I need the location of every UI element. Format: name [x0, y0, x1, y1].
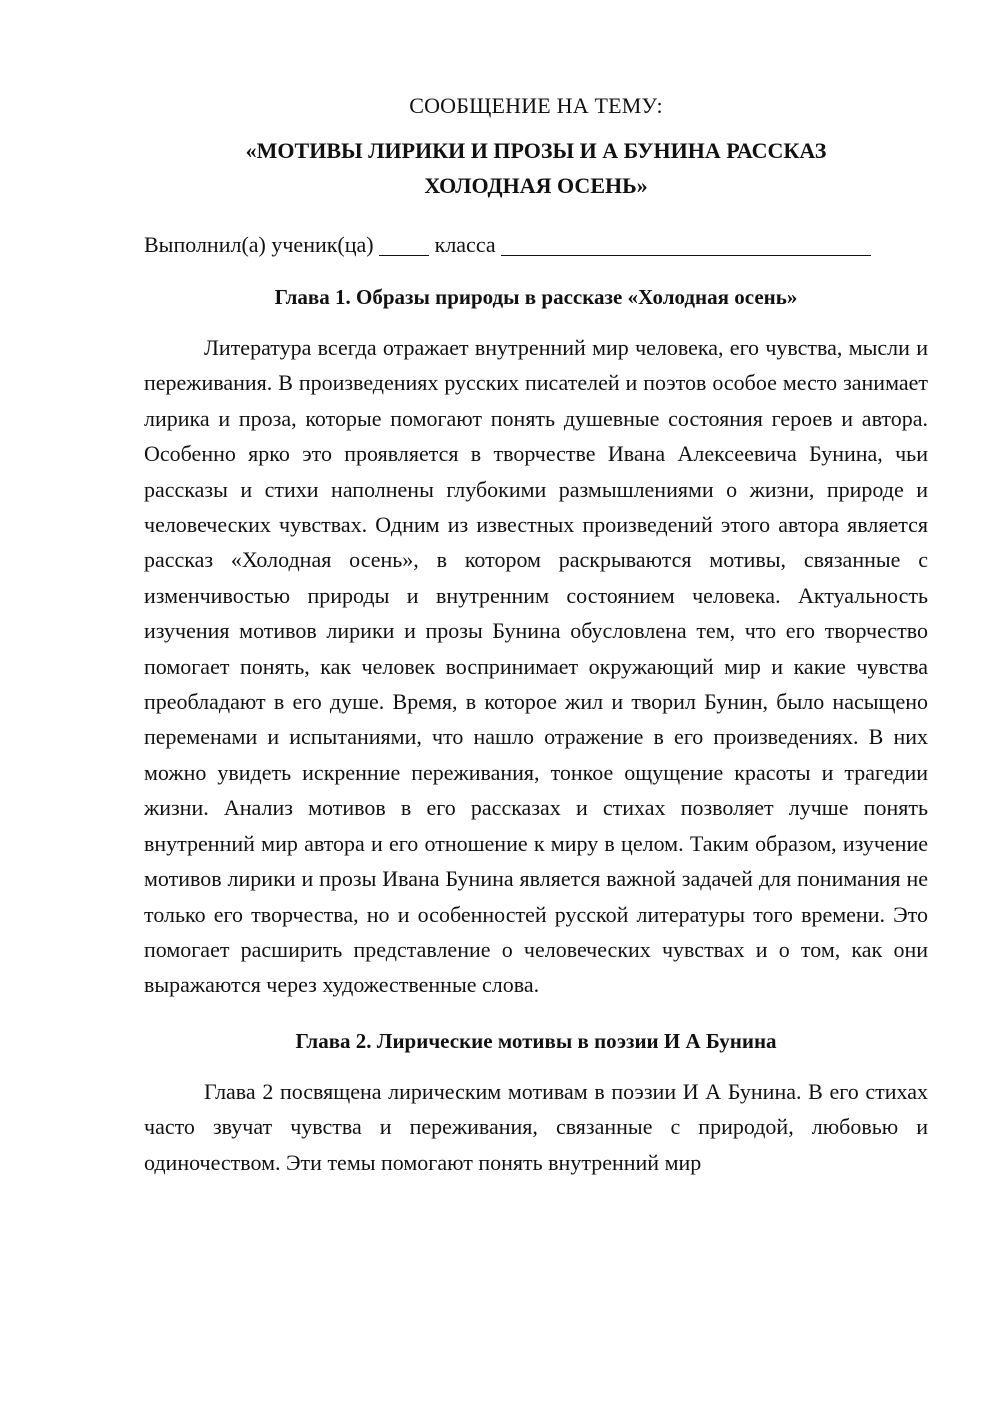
document-title [144, 133, 928, 203]
title-line-2: ХОЛОДНАЯ ОСЕНЬ» [424, 173, 648, 198]
author-label: Выполнил(а) ученик(ца) [144, 232, 374, 257]
chapter-1-paragraph: Литература всегда отражает внутренний мир человека, его чувства, мысли и переживания. В произведениях русских писателей и поэтов особое место занимает лирика и проза, которые помогают понять душевные состояния героев и автора. Особенно ярко это проявляется в творчестве Ивана Алексеевича Бунина, чьи рассказы и стихи наполнены глубокими размышлениями о жизни, природе и человеческих чувствах. Одним из известных произведений этого автора является рассказ «Холодная осень», в котором раскрываются мотивы, связанные с изменчивостью природы и внутренним состоянием человека. Актуальность изучения мотивов лирики и прозы Бунина обусловлена тем, что его творчество помогает понять, как человек воспринимает окружающий мир и какие чувства преобладают в его душе. Время, в которое жил и творил Бунин, было насыщено переменами и испытаниями, что нашло отражение в его произведениях. В них можно увидеть искренние переживания, тонкое ощущение красоты и трагедии жизни. Анализ мотивов в его рассказах и стихах позволяет лучше понять внутренний мир автора и его отношение к миру в целом. Таким образом, изучение мотивов лирики и прозы Ивана Бунина является важной задачей для понимания не только его творчества, но и особенностей русской литературы того времени. Это помогает расширить представление о человеческих чувствах и о том, как они выражаются через художественные слова. [144, 335, 928, 998]
document-header: СООБЩЕНИЕ НА ТЕМУ: [409, 93, 663, 118]
author-line [144, 227, 928, 262]
document-page [144, 88, 928, 1180]
class-blank-field[interactable] [379, 231, 429, 256]
chapter-1-heading: Глава 1. Образы природы в рассказе «Холодная осень» [274, 285, 798, 309]
class-label: класса [434, 232, 496, 257]
name-blank-field[interactable] [501, 231, 871, 256]
chapter-2-paragraph: Глава 2 посвящена лирическим мотивам в поэзии И А Бунина. В его стихах часто звучат чувства и переживания, связанные с природой, любовью и одиночеством. Эти темы помогают понять внутренний мир [144, 1078, 928, 1175]
title-line-1: «МОТИВЫ ЛИРИКИ И ПРОЗЫ И А БУНИНА РАССКАЗ [245, 138, 827, 163]
chapter-2-heading: Глава 2. Лирические мотивы в поэзии И А Бунина [295, 1028, 777, 1053]
